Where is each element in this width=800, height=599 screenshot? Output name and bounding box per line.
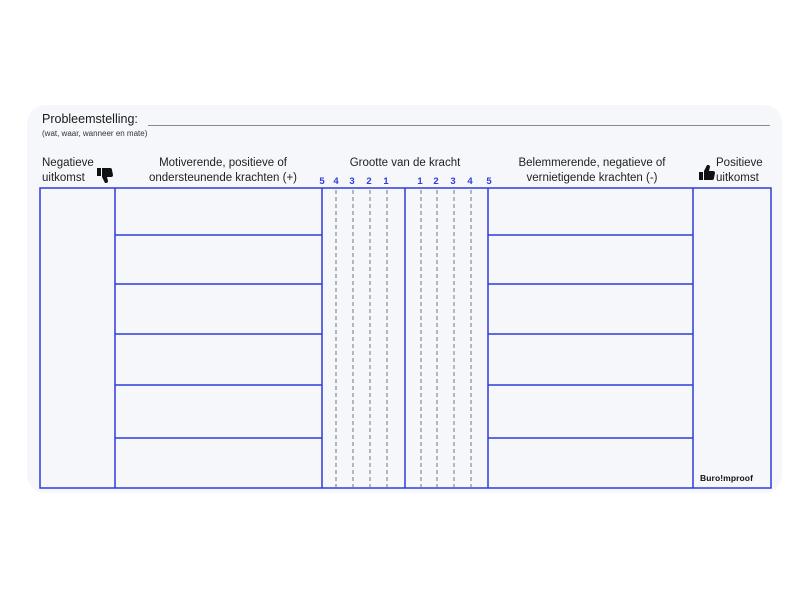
- scale-left-3: 3: [349, 176, 355, 187]
- motivating-forces-line-1: Motiverende, positieve of: [159, 157, 287, 169]
- scale-left-1: 1: [383, 176, 389, 187]
- problem-subtitle: (wat, waar, wanneer en mate): [42, 129, 148, 138]
- problem-title: Probleemstelling:: [42, 112, 138, 126]
- restraining-forces-line-1: Belemmerende, negatieve of: [518, 157, 666, 169]
- scale-right-3: 3: [450, 176, 456, 187]
- scale-right-2: 2: [433, 176, 439, 187]
- scale-right-4: 4: [467, 176, 473, 187]
- brand-logo: Buro!mproof: [700, 473, 754, 483]
- scale-left-5: 5: [319, 176, 325, 187]
- motivating-forces-line-2: ondersteunende krachten (+): [148, 172, 297, 184]
- scale-left-4: 4: [333, 176, 339, 187]
- scale-left-2: 2: [366, 176, 372, 187]
- positive-outcome-line-2: uitkomst: [716, 172, 759, 184]
- scale-right-5: 5: [486, 176, 492, 187]
- negative-outcome-line-1: Negatieve: [42, 157, 94, 169]
- restraining-forces-line-2: vernietigende krachten (-): [526, 172, 658, 184]
- scale-right-1: 1: [417, 176, 423, 187]
- force-size-header: Grootte van de kracht: [349, 157, 461, 169]
- positive-outcome-line-1: Positieve: [716, 157, 763, 169]
- negative-outcome-line-2: uitkomst: [42, 172, 85, 184]
